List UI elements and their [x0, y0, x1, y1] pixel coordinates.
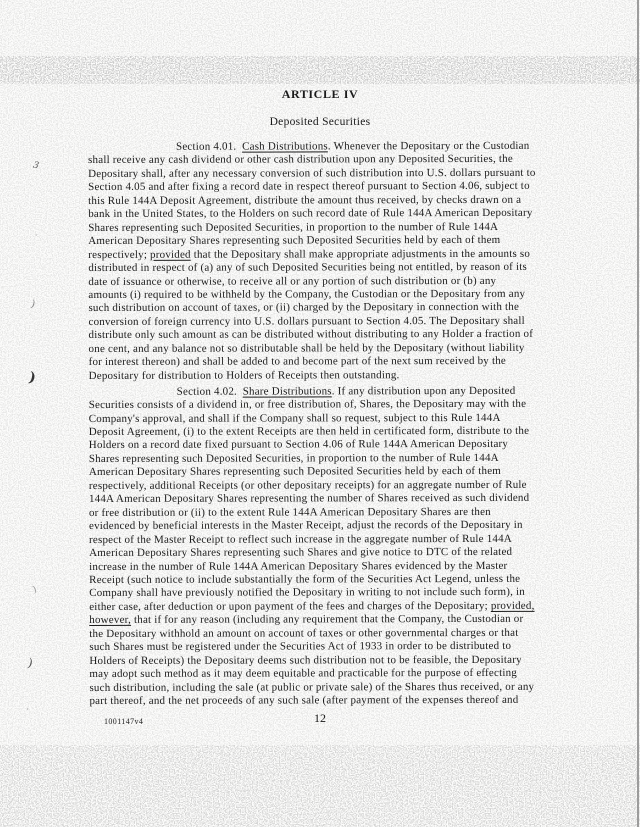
scan-artifact-mark: ): [31, 584, 38, 596]
text-segment: Section 4.05 and after fixing a record date in respect thereof pursuant to Section 4.06, subject to: [88, 180, 530, 194]
text-segment: this Rule 144A Deposit Agreement, distribute the amount thus received, by checks drawn on a: [88, 193, 522, 207]
scan-artifact-mark: ·: [10, 761, 15, 773]
paragraph-section-4-01: [88, 140, 585, 383]
article-heading: ARTICLE IV: [281, 87, 359, 101]
text-line: [89, 438, 585, 453]
text-segment: either case, after deduction or upon payment of the fees and charges of the Depositary;: [89, 599, 491, 613]
text-segment: . If any distribution upon any Deposited: [331, 384, 516, 398]
section-subtitle: Deposited Securities: [269, 116, 371, 128]
text-line: [88, 288, 584, 303]
text-line: [89, 559, 585, 574]
text-segment: Shares representing such Deposited Securities, in proportion to the number of Rule 144A: [88, 220, 499, 234]
text-line: [89, 627, 585, 642]
text-segment: respect of the Master Receipt to reflect such increase in the aggregate number of Rule 144A: [89, 532, 512, 546]
text-line: [89, 573, 585, 588]
text-segment: such Shares must be registered under the Securities Act of 1933 in order to be distributed to: [89, 640, 512, 654]
text-line: [89, 505, 585, 520]
text-line: [89, 425, 585, 440]
text-segment: Section 4.02.: [176, 385, 243, 398]
text-segment: Securities consists of a dividend in, or free distribution of, Shares, the Depositary may with the: [88, 397, 527, 412]
text-line: [89, 411, 585, 426]
text-line: [89, 546, 585, 561]
text-segment: Company shall have previously notified the Depositary in writing to not include such form), in: [89, 586, 526, 600]
text-line: [88, 301, 584, 316]
text-line: [89, 667, 585, 682]
text-line: [89, 532, 585, 547]
text-line: [89, 492, 585, 507]
text-segment: Holders of Receipts) the Depositary deems such distribution not to be feasible, the Depositary: [89, 653, 522, 667]
text-segment: American Depositary Shares representing such Deposited Securities held by each of them: [88, 234, 501, 248]
text-line: [89, 600, 585, 615]
underlined-text: Share Distributions: [242, 385, 332, 398]
text-segment: Shares representing such Deposited Securities, in proportion to the number of Rule 144A: [88, 451, 499, 465]
text-line: [88, 247, 584, 262]
document-body: [88, 140, 585, 709]
text-line: [89, 586, 585, 601]
text-segment: may adopt such method as it may deem equitable and practicable for the purpose of effecting: [89, 667, 518, 681]
text-line: [89, 640, 585, 655]
text-segment: Depositary shall, after any necessary conversion of such distribution into U.S. dollars pursuant to: [88, 166, 536, 180]
text-segment: bank in the United States, to the Holders on such record date of Rule 144A American Depositary: [88, 207, 533, 221]
text-line: [89, 368, 585, 383]
text-segment: the Depositary withhold an amount on account of taxes or other governmental charges or that: [89, 626, 519, 640]
text-line: [89, 479, 585, 494]
text-segment: date of issuance or otherwise, to receive all or any portion of such distribution or (b) any: [88, 274, 497, 288]
text-segment: part thereof, and the net proceeds of any such sale (after payment of the expenses thereof and: [89, 693, 519, 708]
text-segment: conversion of foreign currency into U.S. dollars pursuant to Section 4.05. The Depositary shall: [88, 314, 525, 328]
text-line: [89, 355, 585, 370]
footer-doc-id: 1001147v4: [104, 717, 144, 726]
text-segment: or free distribution or (ii) to the extent Rule 144A American Depositary Shares are then: [88, 505, 491, 519]
text-segment: respectively;: [88, 248, 151, 261]
text-line: [88, 153, 584, 168]
text-segment: one cent, and any balance not so distributable shall be held by the Depositary (without liability: [88, 341, 525, 355]
text-segment: such distribution on account of taxes, or (ii) charged by the Depositary in connection with the: [88, 301, 520, 315]
text-line: [89, 465, 585, 480]
text-segment: distribute only such amount as can be distributed without distributing to any Holder a fraction of: [88, 328, 534, 342]
underlined-text: provided,: [490, 599, 535, 612]
text-line: [88, 194, 584, 209]
scan-artifact-mark: ·: [35, 231, 38, 240]
text-segment: distributed in respect of (a) any of such Deposited Securities being not entitled, by reason of its: [88, 260, 527, 275]
text-segment: Deposit Agreement, (i) to the extent Receipts are then held in certificated form, distribute to the: [88, 424, 530, 439]
text-segment: evidenced by beneficial interests in the Master Receipt, adjust the records of the Depositary in: [88, 519, 523, 533]
text-line: [88, 207, 584, 222]
text-line: [89, 680, 585, 695]
text-line: [89, 694, 585, 709]
paragraph-section-4-02: [89, 384, 586, 708]
text-line: [88, 220, 584, 235]
text-segment: that if for any reason (including any requirement that the Company, the Custodian or: [131, 613, 524, 627]
text-segment: Company's approval, and shall if the Company shall so request, subject to this Rule 144A: [88, 411, 501, 425]
text-segment: respectively, additional Receipts (or other depositary receipts) for an aggregate number of Rule: [88, 478, 527, 492]
footer-page-number: 12: [314, 711, 326, 725]
underlined-text: Cash Distributions: [242, 140, 328, 153]
text-line: [89, 452, 585, 467]
scan-artifact-mark: ): [29, 298, 37, 311]
text-line: [89, 384, 585, 399]
text-segment: American Depositary Shares representing such Deposited Securities held by each of them: [88, 465, 502, 479]
text-line: [89, 398, 585, 413]
text-line: [89, 341, 585, 356]
text-segment: . Whenever the Depositary or the Custodian: [327, 139, 530, 153]
underlined-text: however,: [89, 614, 132, 627]
text-line: [88, 180, 584, 195]
scan-artifact-mark: ): [26, 655, 35, 671]
text-segment: 144A American Depositary Shares representing the number of Shares received as such dividend: [88, 492, 530, 506]
text-line: [88, 167, 584, 182]
scan-artifact-mark: 3: [32, 160, 40, 172]
underlined-text: provided: [150, 248, 191, 261]
text-line: [88, 315, 584, 330]
text-segment: that the Depositary shall make appropriate adjustments in the amounts so: [190, 247, 531, 261]
text-segment: American Depositary Shares representing such Shares and give notice to DTC of the related: [89, 545, 513, 560]
text-line: [89, 613, 585, 628]
text-segment: Receipt (such notice to include substantially the form of the Securities Act Legend, unless the: [89, 572, 521, 586]
text-line: [89, 519, 585, 534]
text-line: [88, 261, 584, 276]
text-segment: amounts (i) required to be withheld by the Company, the Custodian or the Depositary from any: [88, 287, 526, 301]
text-line: [88, 328, 584, 343]
text-segment: Holders on a record date fixed pursuant to Section 4.06 of Rule 144A American Depositary: [88, 438, 509, 452]
text-segment: Depositary for distribution to Holders of Receipts then outstanding.: [88, 368, 400, 382]
text-line: [88, 234, 584, 249]
scan-artifact-mark: ·: [25, 704, 30, 716]
scan-artifact-mark: ): [27, 369, 38, 387]
text-segment: shall receive any cash dividend or other cash distribution upon any Deposited Securities, the: [88, 153, 513, 167]
text-segment: such distribution, including the sale (at public or private sale) of the Shares thus received, or any: [89, 680, 535, 694]
text-segment: increase in the number of Rule 144A American Depositary Shares evidenced by the Master: [89, 559, 508, 573]
text-line: [88, 274, 584, 289]
text-segment: for interest thereon) and shall be added to and become part of the next sum received by the: [88, 355, 507, 369]
text-segment: Section 4.01.: [175, 140, 243, 153]
text-line: [88, 140, 584, 155]
text-line: [89, 653, 585, 668]
